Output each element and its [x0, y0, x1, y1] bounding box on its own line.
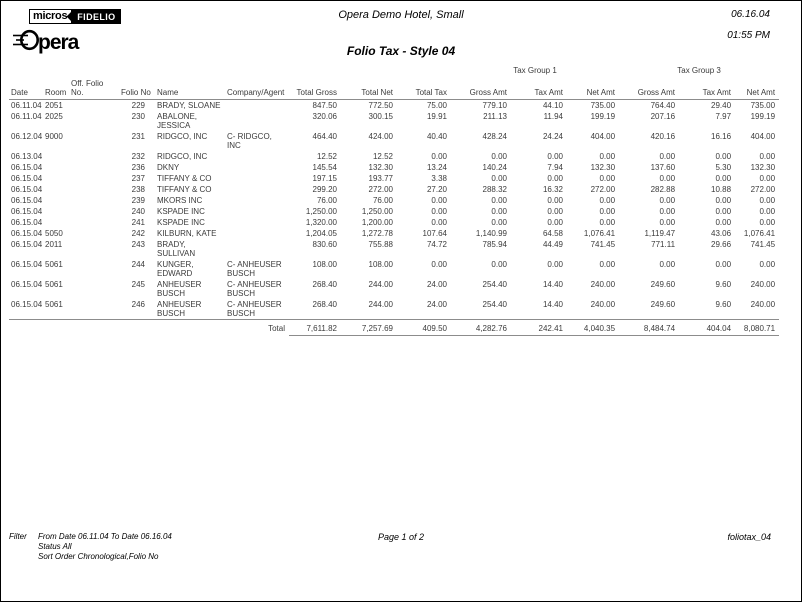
cell-total-net: 424.00 [368, 132, 393, 141]
column-header-row [9, 76, 779, 100]
total-tg3-net-amt: 8,080.71 [735, 320, 779, 336]
cell-total-net: 108.00 [368, 260, 393, 269]
cell-total-tax: 19.91 [426, 112, 447, 121]
cell-folio-no: 239 [131, 196, 145, 205]
cell-tax-group3-tax-amt: 10.88 [711, 185, 732, 194]
cell-off-folio-no [69, 259, 119, 279]
cell-folio-no: 232 [131, 152, 145, 161]
filter-label: Filter [9, 532, 27, 541]
cell-total-tax: 0.00 [431, 218, 447, 227]
cell-date: 06.15.04 [11, 163, 43, 172]
cell-tax-group1-net-amt: 240.00 [590, 280, 616, 289]
cell-room [43, 217, 69, 228]
cell-room: 5061 [45, 280, 63, 289]
cell-date: 06.11.04 [11, 101, 42, 110]
cell-tax-group3-net-amt: 0.00 [759, 196, 776, 205]
cell-tax-group3-tax-amt: 0.00 [715, 174, 732, 183]
page-indicator: Page 1 of 2 [377, 532, 425, 542]
opera-logo-text: pera [38, 30, 79, 54]
cell-tax-group1-net-amt: 0.00 [599, 152, 616, 161]
cell-room: 2011 [45, 240, 63, 249]
cell-folio-no: 245 [131, 280, 145, 289]
cell-tax-group3-net-amt: 0.00 [759, 207, 776, 216]
cell-room: 5050 [45, 229, 63, 238]
folio-tax-table [9, 63, 779, 336]
cell-room: 2051 [45, 101, 63, 110]
cell-total-net: 300.15 [368, 112, 393, 121]
cell-tax-group1-tax-amt: 7.94 [547, 163, 563, 172]
cell-total-net: 76.00 [372, 196, 393, 205]
cell-total-net: 193.77 [368, 174, 393, 183]
cell-company-agent [225, 195, 289, 206]
table-row [9, 111, 779, 131]
cell-tax-group3-gross-amt: 0.00 [659, 196, 676, 205]
cell-company-agent [225, 217, 289, 228]
cell-tax-group3-gross-amt: 771.11 [651, 240, 676, 249]
col-tg1-net-amt: Net Amt [567, 76, 619, 100]
cell-name: KSPADE INC [157, 207, 205, 216]
cell-room [43, 151, 69, 162]
cell-total-gross: 12.52 [316, 152, 337, 161]
cell-tax-group1-gross-amt: 140.24 [482, 163, 507, 172]
col-tg3-gross-amt: Gross Amt [619, 76, 679, 100]
cell-total-gross: 830.60 [312, 240, 337, 249]
cell-tax-group3-tax-amt: 9.60 [715, 280, 732, 289]
cell-folio-no: 246 [131, 300, 145, 309]
cell-name: DKNY [157, 163, 180, 172]
table-body [9, 100, 779, 320]
cell-total-gross: 1,320.00 [305, 218, 337, 227]
cell-tax-group1-net-amt: 735.00 [590, 101, 616, 110]
cell-total-net: 244.00 [368, 300, 393, 309]
cell-tax-group1-net-amt: 0.00 [599, 260, 616, 269]
cell-tax-group3-gross-amt: 1,119.47 [644, 229, 676, 238]
filter-date-range: From Date 06.11.04 To Date 06.16.04 [38, 532, 172, 541]
cell-tax-group1-tax-amt: 16.32 [542, 185, 563, 194]
cell-off-folio-no [69, 279, 119, 299]
fidelio-logo-text: FIDELIO [71, 10, 119, 23]
col-total-net: Total Net [341, 76, 397, 100]
cell-tax-group1-net-amt: 404.00 [590, 132, 616, 141]
cell-total-tax: 24.00 [426, 280, 447, 289]
cell-off-folio-no [69, 151, 119, 162]
cell-total-gross: 145.54 [312, 163, 337, 172]
cell-company-agent: C- ANHEUSER BUSCH [227, 260, 282, 278]
hotel-name: Opera Demo Hotel, Small [338, 9, 464, 21]
cell-tax-group3-gross-amt: 420.16 [650, 132, 676, 141]
cell-off-folio-no [69, 217, 119, 228]
table-row [9, 184, 779, 195]
total-total-tax: 409.50 [397, 320, 451, 336]
cell-room: 5061 [45, 300, 63, 309]
cell-tax-group1-net-amt: 741.45 [590, 240, 616, 249]
cell-tax-group3-net-amt: 735.00 [750, 101, 776, 110]
cell-tax-group3-tax-amt: 9.60 [715, 300, 732, 309]
filter-sort-order: Sort Order Chronological,Folio No [38, 552, 159, 561]
cell-total-tax: 27.20 [426, 185, 447, 194]
cell-date: 06.15.04 [11, 260, 43, 269]
cell-tax-group3-gross-amt: 137.60 [650, 163, 676, 172]
table-row [9, 279, 779, 299]
cell-tax-group3-net-amt: 404.00 [750, 132, 776, 141]
cell-room: 2025 [45, 112, 63, 121]
cell-tax-group1-gross-amt: 211.13 [483, 112, 507, 121]
total-total-net: 7,257.69 [341, 320, 397, 336]
total-total-gross: 7,611.82 [289, 320, 341, 336]
table-row [9, 259, 779, 279]
table-row [9, 151, 779, 162]
cell-company-agent: C- ANHEUSER BUSCH [227, 300, 282, 318]
cell-name: ANHEUSER BUSCH [157, 280, 202, 298]
table-row [9, 299, 779, 320]
table-row [9, 162, 779, 173]
cell-folio-no: 230 [131, 112, 145, 121]
cell-total-gross: 1,204.05 [305, 229, 337, 238]
cell-total-gross: 1,250.00 [305, 207, 337, 216]
cell-tax-group1-tax-amt: 24.24 [542, 132, 563, 141]
total-tg1-gross-amt: 4,282.76 [451, 320, 511, 336]
cell-tax-group1-tax-amt: 64.58 [542, 229, 563, 238]
cell-date: 06.15.04 [11, 174, 43, 183]
cell-total-gross: 268.40 [312, 300, 337, 309]
cell-total-net: 772.50 [368, 101, 393, 110]
cell-name: RIDGCO, INC [157, 132, 208, 141]
col-off-folio-no: Off. Folio No. [69, 76, 119, 100]
cell-total-net: 272.00 [368, 185, 393, 194]
cell-room [43, 184, 69, 195]
cell-company-agent [225, 228, 289, 239]
cell-tax-group3-tax-amt: 5.30 [715, 163, 732, 172]
cell-tax-group3-net-amt: 1,076.41 [743, 229, 776, 238]
filter-status: Status All [38, 542, 72, 551]
cell-tax-group1-gross-amt: 254.40 [482, 300, 507, 309]
cell-off-folio-no [69, 131, 119, 151]
cell-off-folio-no [69, 239, 119, 259]
cell-tax-group3-gross-amt: 282.88 [650, 185, 676, 194]
total-label: Total [225, 320, 289, 336]
cell-folio-no: 238 [131, 185, 145, 194]
cell-tax-group1-tax-amt: 0.00 [547, 207, 563, 216]
cell-date: 06.15.04 [11, 229, 43, 238]
cell-tax-group3-gross-amt: 0.00 [659, 207, 676, 216]
cell-tax-group1-tax-amt: 14.40 [542, 280, 563, 289]
col-tg3-tax-amt: Tax Amt [679, 76, 735, 100]
cell-tax-group1-tax-amt: 44.49 [542, 240, 563, 249]
cell-company-agent [225, 162, 289, 173]
cell-tax-group3-net-amt: 272.00 [750, 185, 776, 194]
cell-tax-group3-tax-amt: 0.00 [715, 218, 732, 227]
cell-tax-group1-tax-amt: 14.40 [542, 300, 563, 309]
cell-tax-group1-net-amt: 272.00 [590, 185, 616, 194]
cell-date: 06.12.04 [11, 132, 43, 141]
report-date: 06.16.04 [731, 9, 770, 20]
cell-total-tax: 107.64 [422, 229, 447, 238]
col-room: Room [43, 76, 69, 100]
cell-company-agent [225, 111, 289, 131]
cell-tax-group3-tax-amt: 0.00 [715, 152, 732, 161]
cell-tax-group1-net-amt: 0.00 [599, 207, 616, 216]
col-company-agent: Company/Agent [225, 76, 289, 100]
micros-logo-text: micros [33, 10, 68, 22]
cell-tax-group3-tax-amt: 43.06 [711, 229, 732, 238]
cell-tax-group1-net-amt: 0.00 [599, 196, 616, 205]
cell-tax-group3-gross-amt: 207.16 [650, 112, 676, 121]
cell-name: MKORS INC [157, 196, 203, 205]
cell-date: 06.15.04 [11, 280, 43, 289]
cell-tax-group1-gross-amt: 0.00 [491, 207, 507, 216]
cell-tax-group1-gross-amt: 0.00 [491, 174, 507, 183]
cell-tax-group3-tax-amt: 29.66 [711, 240, 732, 249]
cell-total-gross: 268.40 [312, 280, 337, 289]
cell-off-folio-no [69, 228, 119, 239]
cell-tax-group1-tax-amt: 0.00 [547, 196, 563, 205]
col-tg1-gross-amt: Gross Amt [451, 76, 511, 100]
cell-company-agent [225, 100, 289, 112]
cell-tax-group1-gross-amt: 428.24 [482, 132, 507, 141]
cell-tax-group3-gross-amt: 0.00 [659, 260, 676, 269]
cell-folio-no: 237 [131, 174, 145, 183]
table-row [9, 228, 779, 239]
cell-company-agent [225, 239, 289, 259]
cell-tax-group1-tax-amt: 11.94 [543, 112, 563, 121]
cell-tax-group3-gross-amt: 0.00 [659, 174, 676, 183]
cell-date: 06.13.04 [11, 152, 43, 161]
cell-off-folio-no [69, 162, 119, 173]
cell-tax-group3-gross-amt: 0.00 [659, 152, 676, 161]
cell-date: 06.15.04 [11, 196, 43, 205]
cell-tax-group1-gross-amt: 779.10 [482, 101, 507, 110]
cell-tax-group3-net-amt: 0.00 [759, 152, 776, 161]
cell-total-tax: 0.00 [431, 260, 447, 269]
cell-tax-group1-net-amt: 1,076.41 [583, 229, 616, 238]
page-title: Folio Tax - Style 04 [346, 44, 456, 58]
cell-total-tax: 40.40 [426, 132, 447, 141]
cell-tax-group1-gross-amt: 0.00 [491, 152, 507, 161]
total-tg3-gross-amt: 8,484.74 [619, 320, 679, 336]
cell-tax-group1-net-amt: 132.30 [590, 163, 616, 172]
cell-tax-group1-gross-amt: 254.40 [482, 280, 507, 289]
cell-company-agent [225, 173, 289, 184]
cell-off-folio-no [69, 299, 119, 320]
cell-company-agent: C- RIDGCO, INC [227, 132, 272, 150]
cell-total-tax: 0.00 [431, 196, 447, 205]
cell-date: 06.15.04 [11, 207, 43, 216]
report-time: 01:55 PM [727, 30, 770, 41]
cell-tax-group3-net-amt: 240.00 [750, 280, 776, 289]
cell-company-agent [225, 206, 289, 217]
col-name: Name [155, 76, 225, 100]
cell-total-tax: 13.24 [426, 163, 447, 172]
total-tg1-net-amt: 4,040.35 [567, 320, 619, 336]
cell-total-net: 244.00 [368, 280, 393, 289]
cell-off-folio-no [69, 206, 119, 217]
cell-name: ABALONE, JESSICA [157, 112, 198, 130]
cell-date: 06.15.04 [11, 300, 43, 309]
cell-off-folio-no [69, 100, 119, 112]
cell-room [43, 206, 69, 217]
total-tg3-tax-amt: 404.04 [679, 320, 735, 336]
col-tg1-tax-amt: Tax Amt [511, 76, 567, 100]
cell-tax-group3-tax-amt: 16.16 [711, 132, 732, 141]
cell-total-tax: 3.38 [431, 174, 447, 183]
cell-tax-group3-tax-amt: 29.40 [711, 101, 732, 110]
cell-total-tax: 24.00 [426, 300, 447, 309]
cell-tax-group1-net-amt: 240.00 [590, 300, 616, 309]
cell-room [43, 162, 69, 173]
cell-tax-group1-gross-amt: 1,140.99 [475, 229, 507, 238]
cell-folio-no: 244 [131, 260, 145, 269]
cell-tax-group3-tax-amt: 0.00 [715, 196, 732, 205]
total-row [9, 320, 779, 336]
cell-tax-group3-tax-amt: 0.00 [715, 207, 732, 216]
cell-tax-group1-gross-amt: 785.94 [482, 240, 507, 249]
cell-date: 06.15.04 [11, 240, 43, 249]
cell-total-net: 1,200.00 [361, 218, 393, 227]
cell-name: BRADY, SULLIVAN [157, 240, 196, 258]
total-tg1-tax-amt: 242.41 [511, 320, 567, 336]
cell-room: 9000 [45, 132, 63, 141]
report-id: foliotax_04 [727, 532, 771, 542]
cell-name: BRADY, SLOANE [157, 101, 221, 110]
cell-folio-no: 243 [131, 240, 145, 249]
cell-tax-group1-net-amt: 0.00 [599, 174, 616, 183]
cell-name: KILBURN, KATE [157, 229, 217, 238]
cell-folio-no: 241 [131, 218, 145, 227]
cell-company-agent: C- ANHEUSER BUSCH [227, 280, 282, 298]
cell-total-gross: 320.06 [312, 112, 337, 121]
cell-company-agent [225, 184, 289, 195]
table-row [9, 217, 779, 228]
table-row [9, 173, 779, 184]
table-row [9, 206, 779, 217]
cell-tax-group3-gross-amt: 764.40 [650, 101, 676, 110]
cell-tax-group1-gross-amt: 288.32 [482, 185, 507, 194]
cell-total-net: 1,272.78 [361, 229, 393, 238]
cell-tax-group3-net-amt: 132.30 [750, 163, 776, 172]
cell-total-gross: 108.00 [312, 260, 337, 269]
cell-total-net: 132.30 [368, 163, 393, 172]
cell-tax-group3-net-amt: 741.45 [750, 240, 776, 249]
cell-tax-group3-net-amt: 0.00 [759, 218, 776, 227]
col-tg3-net-amt: Net Amt [735, 76, 779, 100]
cell-off-folio-no [69, 173, 119, 184]
cell-name: TIFFANY & CO [157, 174, 212, 183]
cell-tax-group3-gross-amt: 249.60 [650, 300, 676, 309]
cell-name: KSPADE INC [157, 218, 205, 227]
cell-room [43, 195, 69, 206]
cell-total-net: 12.52 [372, 152, 393, 161]
cell-name: ANHEUSER BUSCH [157, 300, 202, 318]
cell-tax-group3-gross-amt: 249.60 [650, 280, 676, 289]
cell-folio-no: 231 [131, 132, 145, 141]
cell-tax-group3-net-amt: 199.19 [750, 112, 776, 121]
cell-total-net: 755.88 [368, 240, 393, 249]
cell-folio-no: 242 [131, 229, 145, 238]
cell-off-folio-no [69, 111, 119, 131]
cell-folio-no: 236 [131, 163, 145, 172]
col-total-tax: Total Tax [397, 76, 451, 100]
cell-tax-group3-net-amt: 0.00 [759, 260, 776, 269]
cell-total-gross: 197.15 [312, 174, 337, 183]
tax-group-header-row [9, 63, 779, 76]
cell-tax-group3-gross-amt: 0.00 [659, 218, 676, 227]
cell-tax-group3-tax-amt: 7.97 [715, 112, 732, 121]
cell-tax-group1-gross-amt: 0.00 [491, 196, 507, 205]
col-folio-no: Folio No [119, 76, 155, 100]
cell-tax-group1-gross-amt: 0.00 [491, 260, 507, 269]
cell-name: TIFFANY & CO [157, 185, 212, 194]
cell-tax-group1-tax-amt: 0.00 [547, 260, 563, 269]
cell-off-folio-no [69, 195, 119, 206]
cell-tax-group1-net-amt: 199.19 [590, 112, 616, 121]
cell-date: 06.11.04 [11, 112, 42, 121]
cell-total-tax: 75.00 [426, 101, 447, 110]
cell-tax-group1-tax-amt: 0.00 [547, 152, 563, 161]
cell-off-folio-no [69, 184, 119, 195]
cell-folio-no: 240 [131, 207, 145, 216]
table-row [9, 131, 779, 151]
cell-tax-group3-net-amt: 240.00 [750, 300, 776, 309]
cell-tax-group1-tax-amt: 0.00 [547, 174, 563, 183]
cell-total-tax: 0.00 [431, 152, 447, 161]
cell-name: KUNGER, EDWARD [157, 260, 194, 278]
cell-total-gross: 847.50 [312, 101, 337, 110]
cell-date: 06.15.04 [11, 218, 43, 227]
cell-total-gross: 299.20 [312, 185, 337, 194]
cell-total-tax: 74.72 [426, 240, 447, 249]
cell-tax-group1-tax-amt: 0.00 [547, 218, 563, 227]
tax-group-1-header: Tax Group 1 [513, 66, 557, 75]
cell-company-agent [225, 151, 289, 162]
cell-room: 5061 [45, 260, 63, 269]
tax-group-3-header: Tax Group 3 [677, 66, 721, 75]
col-date: Date [9, 76, 43, 100]
table-row [9, 239, 779, 259]
cell-tax-group3-net-amt: 0.00 [759, 174, 776, 183]
cell-total-gross: 464.40 [312, 132, 337, 141]
table-row [9, 195, 779, 206]
cell-name: RIDGCO, INC [157, 152, 208, 161]
col-total-gross: Total Gross [289, 76, 341, 100]
cell-tax-group1-gross-amt: 0.00 [491, 218, 507, 227]
table-row [9, 100, 779, 112]
cell-tax-group3-tax-amt: 0.00 [715, 260, 732, 269]
cell-total-tax: 0.00 [431, 207, 447, 216]
cell-folio-no: 229 [131, 101, 145, 110]
cell-total-gross: 76.00 [316, 196, 337, 205]
cell-tax-group1-tax-amt: 44.10 [542, 101, 563, 110]
cell-tax-group1-net-amt: 0.00 [599, 218, 616, 227]
cell-date: 06.15.04 [11, 185, 43, 194]
cell-total-net: 1,250.00 [361, 207, 393, 216]
cell-room [43, 173, 69, 184]
